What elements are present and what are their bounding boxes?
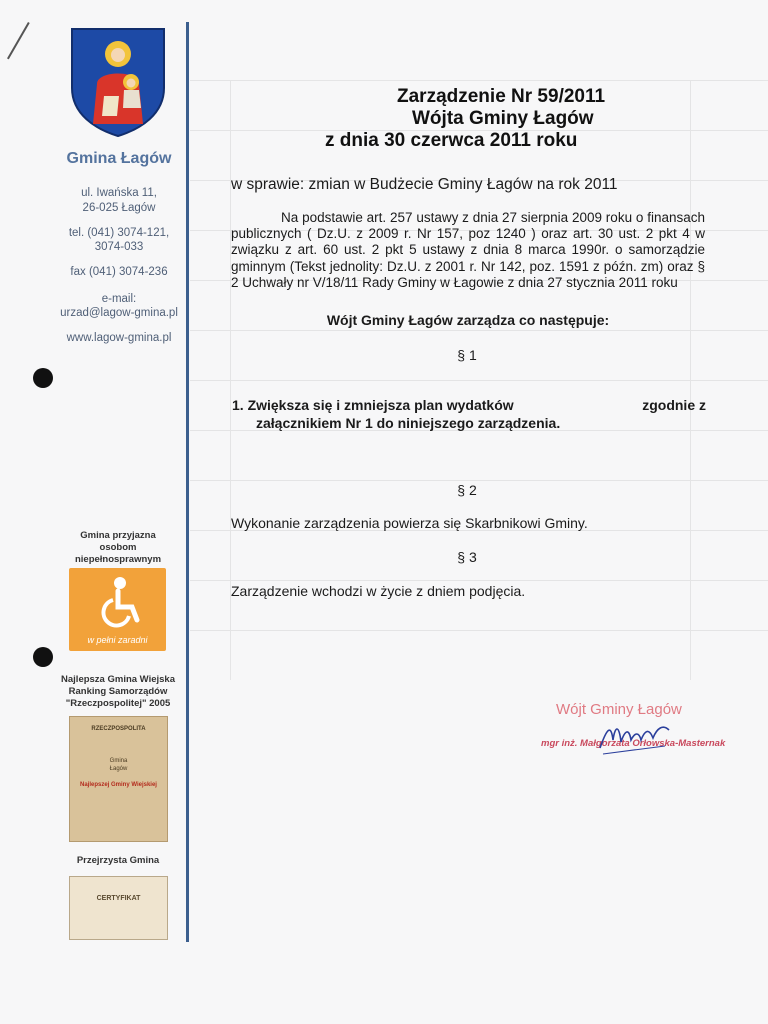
punch-hole (33, 647, 53, 667)
subject-line: w sprawie: zmian w Budżecie Gminy Łagów na rok 2011 (231, 176, 618, 193)
certificate-text: Gmina (109, 758, 128, 764)
municipality-name: Gmina Łagów (66, 150, 172, 167)
certificate-text: RZECZPOSPOLITA (91, 726, 146, 732)
email-link[interactable]: urzad@lagow-gmina.pl (60, 307, 178, 319)
badge-caption: "Rzeczpospolitej" 2005 (65, 698, 171, 709)
effective-clause: Zarządzenie wchodzi w życie z dniem podjęcia. (231, 583, 526, 599)
award-certificate (69, 716, 168, 842)
point-1-text: 1. Zwiększa się i zmniejsza plan wydatków (232, 397, 514, 413)
badge-text: w pełni zaradni (87, 635, 148, 645)
document-title: Zarządzenie Nr 59/2011 (397, 86, 606, 107)
section-marker: § 2 (457, 482, 477, 498)
fax-line: fax (041) 3074-236 (70, 266, 168, 278)
handwritten-signature (595, 718, 685, 758)
signature-title: Wójt Gminy Łagów (556, 701, 682, 718)
address-line: ul. Iwańska 11, (81, 187, 157, 199)
certificate-text: Łagów (109, 766, 128, 772)
transparency-certificate (69, 876, 168, 940)
signatory-name: mgr inż. Małgorzata Orłowska-Masternak (541, 738, 726, 749)
address-line: 26-025 Łagów (82, 202, 156, 214)
execution-clause: Wykonanie zarządzenia powierza się Skarbnikowi Gminy. (231, 515, 588, 531)
phone-line: 3074-033 (94, 241, 144, 253)
website-link[interactable]: www.lagow-gmina.pl (66, 332, 172, 344)
badge-caption: Ranking Samorządów (68, 686, 168, 697)
point-1 (232, 396, 706, 432)
certificate-text: Najlepszej Gminy Wiejskiej (80, 782, 157, 788)
coat-of-arms-icon (69, 26, 167, 138)
badge-caption: Przejrzysta Gmina (76, 855, 160, 866)
section-marker: § 1 (457, 347, 477, 363)
pen-mark (7, 22, 30, 59)
email-label: e-mail: (101, 293, 137, 305)
legal-basis-text: Na podstawie art. 257 ustawy z dnia 27 sierpnia 2009 roku o finansach publicznych ( Dz.U. z 2009 r. Nr 157, poz 1240 ) oraz art. 30 ust. 2 pkt 4 w związku z art. 60 ust. 2 pkt 5 ustawy z dnia 8 marca 1990r. o samorządzie gminnym (Tekst jednolity: Dz.U. z 2001 r. Nr 142, poz. 1591 z późn. zm) oraz § 2 Uchwały nr V/18/11 Rady Gminy w Łagowie z dnia 27 stycznia 2011 roku (231, 210, 705, 290)
decree-statement: Wójt Gminy Łagów zarządza co następuje: (326, 312, 610, 328)
badge-caption: Gmina przyjazna (80, 530, 156, 541)
legal-basis (231, 210, 705, 291)
badge-caption: osobom (99, 542, 137, 553)
punch-hole (33, 368, 53, 388)
document-title: Wójta Gminy Łagów (412, 108, 594, 129)
certificate-text: CERTYFIKAT (96, 895, 141, 902)
document-date: z dnia 30 czerwca 2011 roku (325, 130, 578, 151)
wheelchair-icon (91, 574, 145, 628)
accessibility-badge (69, 568, 166, 651)
point-1-text: załącznikiem Nr 1 do niniejszego zarządzenia. (256, 415, 561, 431)
section-marker: § 3 (457, 549, 477, 565)
point-1-text: zgodnie z (642, 397, 706, 413)
badge-caption: Najlepsza Gmina Wiejska (61, 674, 175, 685)
badge-caption: niepełnosprawnym (74, 554, 162, 565)
phone-line: tel. (041) 3074-121, (68, 227, 170, 239)
